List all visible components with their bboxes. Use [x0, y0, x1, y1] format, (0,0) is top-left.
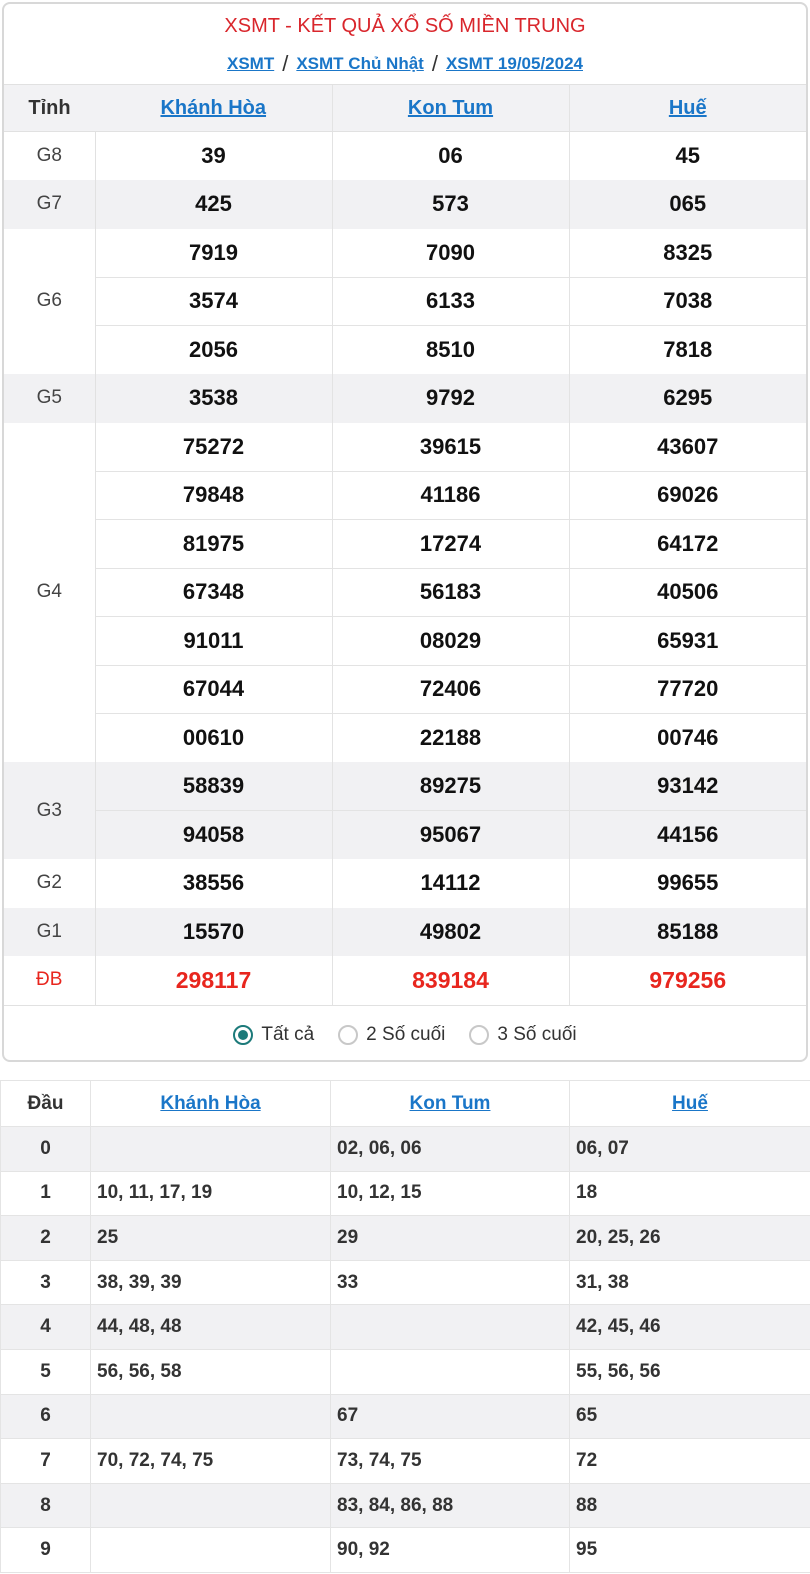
loto-values: 56, 56, 58 [91, 1349, 331, 1394]
loto-values: 29 [331, 1216, 570, 1261]
breadcrumb-xsmt-link[interactable]: XSMT [226, 54, 275, 73]
prize-label: G8 [4, 132, 95, 181]
prize-number: 22188 [332, 714, 569, 763]
prize-number: 7038 [569, 277, 806, 326]
special-prize-number: 839184 [332, 956, 569, 1005]
loto-province-link-kon-tum[interactable]: Kon Tum [409, 1092, 491, 1114]
loto-row [1, 1439, 810, 1484]
radio-unchecked-icon[interactable] [469, 1025, 489, 1045]
prize-number: 91011 [95, 617, 332, 666]
prize-number: 8325 [663, 239, 713, 265]
loto-head-digit: 1 [1, 1171, 91, 1216]
prize-row [4, 714, 806, 763]
loto-province-link-khanh-hoa[interactable]: Khánh Hòa [160, 1092, 261, 1114]
loto-header-khanh-hoa [91, 1081, 331, 1127]
results-card [2, 2, 808, 1062]
prize-row [4, 520, 806, 569]
digit-filter [4, 1005, 806, 1063]
loto-values: 65 [570, 1394, 810, 1439]
loto-values [91, 1483, 331, 1528]
loto-head-digit: 2 [1, 1216, 91, 1261]
prize-number: 2056 [95, 326, 332, 375]
radio-checked-icon[interactable] [233, 1025, 253, 1045]
loto-values: 25 [91, 1216, 331, 1261]
prize-label: G2 [4, 859, 95, 908]
prize-number: 08029 [332, 617, 569, 666]
loto-values: 38, 39, 39 [91, 1260, 331, 1305]
loto-values: 88 [570, 1483, 810, 1528]
loto-row [1, 1483, 810, 1528]
prize-row [4, 617, 806, 666]
prize-number: 9792 [332, 374, 569, 423]
prize-row [4, 229, 806, 278]
loto-row [1, 1127, 810, 1172]
loto-row [1, 1349, 810, 1394]
loto-body [1, 1127, 810, 1573]
prize-number: 38556 [182, 870, 245, 896]
loto-head-digit: 9 [1, 1528, 91, 1573]
loto-values [91, 1394, 331, 1439]
prize-number: 75272 [182, 433, 245, 459]
loto-header-row [1, 1081, 810, 1127]
prize-number: 17274 [332, 520, 569, 569]
prize-number: 573 [332, 180, 569, 229]
prize-label: G5 [4, 374, 95, 423]
loto-values: 72 [570, 1439, 810, 1484]
prize-number: 49802 [332, 908, 569, 957]
loto-values: 33 [331, 1260, 570, 1305]
prize-number: 77720 [569, 665, 806, 714]
prize-number: 93142 [569, 762, 806, 811]
prize-row [4, 277, 806, 326]
loto-row [1, 1394, 810, 1439]
prize-number: 00746 [569, 714, 806, 763]
prize-row [4, 568, 806, 617]
loto-head-column-label: Đầu [1, 1081, 91, 1127]
prize-number: 14112 [332, 859, 569, 908]
loto-header-kon-tum [331, 1081, 570, 1127]
prize-number: 39615 [332, 423, 569, 472]
prize-number: 6295 [569, 374, 806, 423]
loto-values: 06, 07 [570, 1127, 810, 1172]
breadcrumb-separator: / [431, 51, 438, 76]
breadcrumb-separator: / [282, 51, 289, 76]
loto-values: 55, 56, 56 [570, 1349, 810, 1394]
province-link-hue[interactable]: Huế [668, 96, 707, 119]
prize-number: 15570 [95, 908, 332, 957]
prize-number: 7919 [189, 239, 238, 265]
results-body [4, 132, 806, 1005]
prize-row [4, 374, 806, 423]
loto-head-digit: 6 [1, 1394, 91, 1439]
loto-values: 02, 06, 06 [331, 1127, 570, 1172]
results-table [4, 84, 806, 1005]
filter-last-2-option[interactable] [338, 1024, 445, 1046]
prize-number: 40506 [569, 568, 806, 617]
prize-row [4, 423, 806, 472]
prize-number: 64172 [569, 520, 806, 569]
loto-values [331, 1305, 570, 1350]
prize-number: 41186 [332, 471, 569, 520]
prize-number: 67044 [95, 665, 332, 714]
loto-values: 73, 74, 75 [331, 1439, 570, 1484]
prize-number: 81975 [95, 520, 332, 569]
results-header-row [4, 85, 806, 132]
prize-label: G1 [4, 908, 95, 957]
prize-number: 6133 [332, 277, 569, 326]
prize-number: 3574 [95, 277, 332, 326]
prize-number: 00610 [95, 714, 332, 763]
breadcrumb [4, 44, 806, 84]
province-header-khanh-hoa [95, 85, 332, 132]
loto-row [1, 1305, 810, 1350]
province-link-khanh-hoa[interactable]: Khánh Hòa [160, 96, 267, 119]
prize-row [4, 956, 806, 1005]
loto-table [0, 1080, 810, 1573]
loto-values: 95 [570, 1528, 810, 1573]
loto-values [91, 1127, 331, 1172]
loto-values: 31, 38 [570, 1260, 810, 1305]
prize-number: 72406 [332, 665, 569, 714]
prize-number: 95067 [332, 811, 569, 860]
loto-head-digit: 5 [1, 1349, 91, 1394]
loto-head-digit: 7 [1, 1439, 91, 1484]
prize-row [4, 180, 806, 229]
breadcrumb-sunday-link[interactable]: XSMT Chủ Nhật [296, 54, 424, 73]
loto-values [91, 1528, 331, 1573]
province-header-kon-tum [332, 85, 569, 132]
prize-label: G3 [4, 762, 95, 859]
page-title: XSMT - KẾT QUẢ XỔ SỐ MIỀN TRUNG [224, 15, 586, 37]
prize-number: 425 [95, 180, 332, 229]
prize-row [4, 908, 806, 957]
prize-number: 56183 [332, 568, 569, 617]
loto-head-digit: 3 [1, 1260, 91, 1305]
prize-label: G4 [4, 423, 95, 763]
filter-all-option[interactable] [233, 1024, 314, 1046]
prize-number: 94058 [95, 811, 332, 860]
loto-row [1, 1528, 810, 1573]
loto-values: 90, 92 [331, 1528, 570, 1573]
prize-number: 58839 [95, 762, 332, 811]
prize-number: 7818 [569, 326, 806, 375]
loto-row [1, 1216, 810, 1261]
prize-label: G6 [4, 229, 95, 375]
filter-last-3-option[interactable] [469, 1024, 576, 1046]
prize-number: 89275 [332, 762, 569, 811]
loto-head-digit: 8 [1, 1483, 91, 1528]
loto-head-digit: 0 [1, 1127, 91, 1172]
loto-values: 44, 48, 48 [91, 1305, 331, 1350]
prize-number: 45 [675, 143, 700, 168]
prize-row [4, 762, 806, 811]
loto-values: 20, 25, 26 [570, 1216, 810, 1261]
prize-label: ĐB [4, 956, 95, 1005]
prize-row [4, 859, 806, 908]
loto-values: 18 [570, 1171, 810, 1216]
loto-row [1, 1171, 810, 1216]
loto-head-digit: 4 [1, 1305, 91, 1350]
prize-number: 39 [201, 143, 226, 168]
prize-number: 67348 [95, 568, 332, 617]
prize-row [4, 326, 806, 375]
province-column-label: Tỉnh [4, 85, 95, 132]
breadcrumb-date-link[interactable]: XSMT 19/05/2024 [445, 54, 583, 73]
prize-row [4, 665, 806, 714]
prize-number: 8510 [332, 326, 569, 375]
prize-number: 06 [332, 132, 569, 181]
loto-values: 83, 84, 86, 88 [331, 1483, 570, 1528]
special-prize-number: 979256 [649, 966, 727, 993]
province-link-kon-tum[interactable]: Kon Tum [407, 96, 494, 119]
province-header-hue [569, 85, 806, 132]
loto-row [1, 1260, 810, 1305]
special-prize-number: 298117 [175, 966, 252, 993]
prize-number: 7090 [332, 229, 569, 278]
prize-number: 69026 [569, 471, 806, 520]
radio-unchecked-icon[interactable] [338, 1025, 358, 1045]
filter-all-label: Tất cả [261, 1024, 315, 1045]
prize-row [4, 811, 806, 860]
prize-number: 44156 [569, 811, 806, 860]
loto-province-link-hue[interactable]: Huế [672, 1092, 708, 1114]
prize-label: G7 [4, 180, 95, 229]
loto-values: 67 [331, 1394, 570, 1439]
loto-values: 10, 12, 15 [331, 1171, 570, 1216]
loto-values: 10, 11, 17, 19 [91, 1171, 331, 1216]
prize-number: 43607 [657, 433, 719, 459]
prize-number: 79848 [95, 471, 332, 520]
prize-row [4, 132, 806, 181]
prize-row [4, 471, 806, 520]
prize-number: 85188 [569, 908, 806, 957]
filter-last-2-label: 2 Số cuối [366, 1024, 446, 1045]
loto-values: 70, 72, 74, 75 [91, 1439, 331, 1484]
prize-number: 065 [569, 180, 806, 229]
loto-values: 42, 45, 46 [570, 1305, 810, 1350]
prize-number: 99655 [657, 870, 719, 896]
filter-last-3-label: 3 Số cuối [497, 1024, 577, 1045]
loto-values [331, 1349, 570, 1394]
prize-number: 65931 [569, 617, 806, 666]
loto-header-hue [570, 1081, 810, 1127]
prize-number: 3538 [95, 374, 332, 423]
